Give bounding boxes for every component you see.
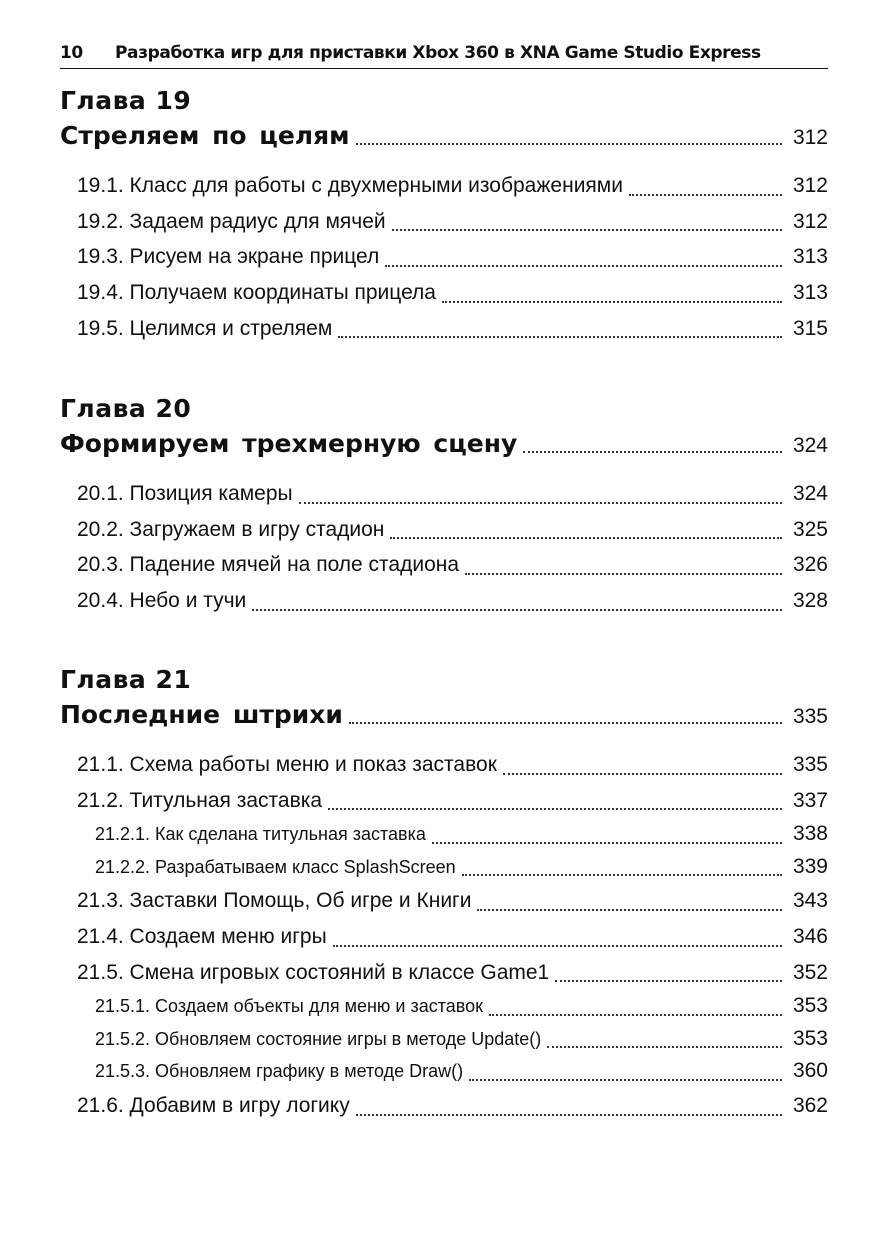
entry-page: 362 [792, 1093, 828, 1117]
dot-leader [333, 945, 782, 947]
header-page-number: 10 [60, 43, 83, 63]
toc-entry[interactable] [60, 512, 828, 548]
chapter-21 [60, 663, 828, 1124]
entry-page: 312 [792, 174, 828, 197]
dot-leader [489, 1014, 782, 1016]
dot-leader [356, 143, 782, 145]
chapter-label: Глава 19 [60, 86, 192, 115]
dot-leader [252, 609, 782, 611]
dot-leader [547, 1046, 782, 1048]
entry-label: 19.1. Класс для работы с двухмерными изображениями [77, 174, 623, 197]
entry-page: 313 [792, 281, 828, 305]
chapter-title-row[interactable] [60, 426, 828, 462]
entry-page: 328 [792, 589, 828, 613]
entry-label: 21.4. Создаем меню игры [77, 925, 327, 949]
toc-entry[interactable] [60, 547, 828, 583]
dot-leader [477, 909, 782, 911]
entry-label: 20.4. Небо и тучи [77, 589, 247, 613]
entry-page: 315 [792, 316, 828, 340]
dot-leader [299, 502, 782, 504]
chapter-19 [60, 84, 828, 346]
toc-entry[interactable] [60, 311, 828, 347]
entry-page: 346 [792, 925, 828, 949]
toc-subentry[interactable] [60, 990, 828, 1023]
toc-subentry[interactable] [60, 1023, 828, 1056]
dot-leader [629, 194, 782, 196]
entry-page: 324 [792, 482, 828, 505]
entry-label: 19.4. Получаем координаты прицела [77, 281, 436, 305]
dot-leader [465, 573, 782, 575]
toc-entry[interactable] [60, 204, 828, 240]
dot-leader [349, 722, 782, 724]
chapter-title-row[interactable] [60, 118, 828, 154]
dot-leader [523, 451, 782, 453]
dot-leader [462, 874, 782, 876]
running-head [60, 40, 828, 69]
entry-label: 21.5. Смена игровых состояний в классе Game1 [77, 960, 550, 984]
entry-label: 21.1. Схема работы меню и показ заставок [77, 753, 497, 776]
dot-leader [356, 1114, 782, 1116]
chapter-title: Формируем трехмерную сцену [60, 429, 518, 458]
dot-leader [390, 537, 782, 539]
entry-label: 19.5. Целимся и стреляем [77, 316, 333, 340]
chapter-title: Стреляем по целям [60, 121, 350, 150]
entry-label: 21.5.2. Обновляем состояние игры в методе Update() [95, 1028, 542, 1049]
section-list [60, 747, 828, 1124]
entry-label: 21.2.1. Как сделана титульная заставка [95, 824, 426, 845]
chapter-title: Последние штрихи [60, 700, 343, 729]
section-list [60, 168, 828, 346]
entry-label: 21.5.1. Создаем объекты для меню и заставок [95, 996, 484, 1017]
toc-entry[interactable] [60, 919, 828, 955]
entry-page: 325 [792, 517, 828, 541]
entry-label: 20.3. Падение мячей на поле стадиона [77, 553, 460, 577]
chapter-label: Глава 20 [60, 394, 192, 423]
toc-entry[interactable] [60, 476, 828, 512]
toc-subentry[interactable] [60, 851, 828, 884]
entry-label: 21.5.3. Обновляем графику в методе Draw() [95, 1061, 464, 1082]
entry-page: 338 [792, 822, 828, 846]
entry-page: 337 [792, 788, 828, 812]
dot-leader [503, 773, 782, 775]
entry-page: 335 [792, 753, 828, 776]
toc-entry[interactable] [60, 883, 828, 919]
chapter-page: 335 [792, 705, 828, 728]
chapter-20 [60, 392, 828, 619]
entry-page: 352 [792, 960, 828, 984]
entry-label: 19.3. Рисуем на экране прицел [77, 245, 380, 269]
toc-entry[interactable] [60, 239, 828, 275]
dot-leader [392, 229, 782, 231]
dot-leader [469, 1079, 782, 1081]
entry-label: 21.3. Заставки Помощь, Об игре и Книги [77, 889, 472, 913]
toc-entry[interactable] [60, 747, 828, 783]
dot-leader [442, 301, 782, 303]
toc-entry[interactable] [60, 275, 828, 311]
entry-page: 353 [792, 1026, 828, 1050]
entry-label: 21.6. Добавим в игру логику [77, 1093, 350, 1117]
entry-label: 21.2. Титульная заставка [77, 788, 323, 812]
section-list [60, 476, 828, 619]
chapter-page: 324 [792, 434, 828, 457]
entry-page: 312 [792, 209, 828, 233]
dot-leader [385, 265, 782, 267]
toc-entry[interactable] [60, 1088, 828, 1124]
entry-page: 343 [792, 889, 828, 913]
entry-label: 20.1. Позиция камеры [77, 482, 293, 505]
dot-leader [338, 336, 782, 338]
header-book-title: Разработка игр для приставки Xbox 360 в XNA Game Studio Express [115, 43, 761, 63]
chapter-page: 312 [792, 126, 828, 149]
toc-entry[interactable] [60, 783, 828, 819]
entry-page: 339 [792, 854, 828, 878]
entry-page: 313 [792, 245, 828, 269]
chapter-label: Глава 21 [60, 665, 192, 694]
entry-label: 20.2. Загружаем в игру стадион [77, 517, 385, 541]
toc-entry[interactable] [60, 955, 828, 991]
entry-page: 353 [792, 994, 828, 1018]
toc-subentry[interactable] [60, 1055, 828, 1088]
chapter-title-row[interactable] [60, 697, 828, 733]
entry-label: 21.2.2. Разрабатываем класс SplashScreen [95, 856, 456, 877]
dot-leader [555, 980, 782, 982]
dot-leader [328, 808, 782, 810]
toc-entry[interactable] [60, 168, 828, 204]
dot-leader [432, 842, 782, 844]
entry-label: 19.2. Задаем радиус для мячей [77, 209, 386, 233]
entry-page: 360 [792, 1059, 828, 1083]
toc-subentry[interactable] [60, 818, 828, 851]
toc-entry[interactable] [60, 583, 828, 619]
entry-page: 326 [792, 553, 828, 577]
